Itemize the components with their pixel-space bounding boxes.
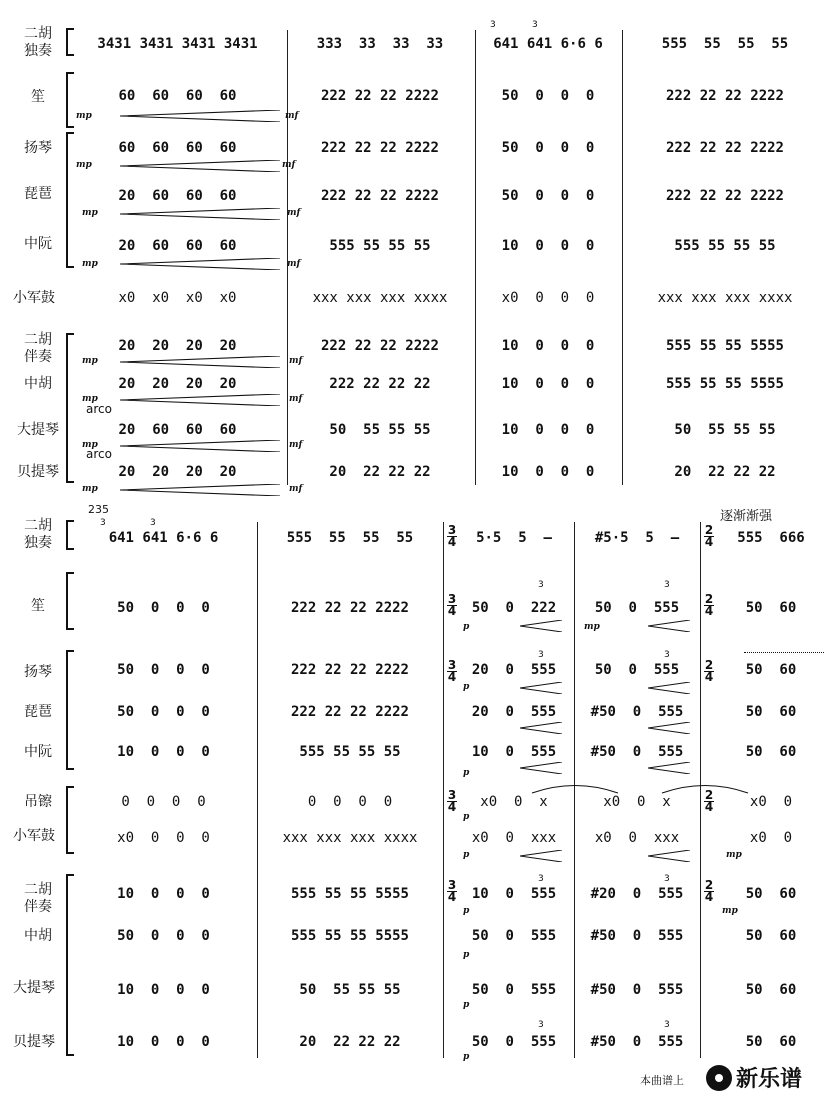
crescendo-hairpin	[120, 394, 280, 406]
tuplet-mark: 3	[538, 1020, 544, 1030]
label-bass-2: 贝提琴	[13, 1034, 55, 1050]
cello-s2-m4: #50 0 555	[590, 982, 684, 998]
brace-sheng-2	[66, 572, 68, 630]
crescendo-hairpin	[520, 620, 562, 632]
zhonghu-s2-m3: 50 0 555	[471, 928, 557, 944]
sheng-m4: 222 22 22 2222	[665, 88, 784, 104]
erhu-accomp-m3: 10 0 0 0	[501, 338, 595, 354]
dynamic-p: p	[463, 768, 470, 778]
dynamic-mf: mf	[287, 208, 301, 218]
dynamic-mp: mp	[76, 111, 92, 121]
erhu-solo-s2-m1: 641 641 6·6 6	[108, 530, 219, 546]
dynamic-mf: mf	[282, 160, 296, 170]
brace-plucked-2	[66, 650, 68, 770]
sheng-m1: 60 60 60 60	[118, 88, 237, 104]
pipa-s2-m5: 50 60	[745, 704, 797, 720]
erhu-accomp-s2-m4: #20 0 555	[590, 886, 684, 902]
erhu-solo-m4: 555 55 55 55	[661, 36, 789, 52]
yangqin-m1: 60 60 60 60	[118, 140, 237, 156]
yangqin-s2-m5: 50 60	[745, 662, 797, 678]
erhu-solo-m2: 333 33 33 33	[316, 36, 444, 52]
dynamic-p: p	[463, 950, 470, 960]
erhu-accomp-m2: 222 22 22 2222	[320, 338, 439, 354]
time-signature: 2 4	[704, 658, 714, 684]
zhongruan-s2-m4: #50 0 555	[590, 744, 684, 760]
zhonghu-s2-m4: #50 0 555	[590, 928, 684, 944]
cello-m3: 10 0 0 0	[501, 422, 595, 438]
tuplet-mark: 3	[490, 20, 496, 30]
time-signature: 3 4	[447, 523, 457, 549]
label-erhu-solo-2: 二胡 独奏	[24, 518, 52, 551]
pipa-m2: 222 22 22 2222	[320, 188, 439, 204]
zhonghu-s2-m5: 50 60	[745, 928, 797, 944]
tuplet-mark: 3	[664, 1020, 670, 1030]
cymbal-s2-m2: 0 0 0 0	[307, 794, 393, 810]
dynamic-mf: mf	[289, 440, 303, 450]
dynamic-p: p	[463, 1000, 470, 1010]
snare-m2: xxx xxx xxx xxxx	[312, 290, 448, 306]
dynamic-mp: mp	[82, 484, 98, 494]
time-signature: 3 4	[447, 592, 457, 618]
time-signature: 3 4	[447, 878, 457, 904]
zhonghu-s2-m1: 50 0 0 0	[117, 928, 210, 944]
erhu-accomp-s2-m1: 10 0 0 0	[117, 886, 210, 902]
pipa-s2-m3: 20 0 555	[471, 704, 557, 720]
label-sheng-2: 笙	[31, 598, 45, 614]
label-cymbal-2: 吊镲	[24, 794, 52, 810]
crescendo-hairpin	[120, 440, 280, 452]
dynamic-mp: mp	[82, 440, 98, 450]
label-zhonghu-1: 中胡	[24, 376, 52, 392]
bass-m4: 20 22 22 22	[674, 464, 776, 480]
footer-text: 本曲谱上	[640, 1074, 684, 1087]
arco-mark: arco	[86, 447, 112, 461]
erhu-accomp-s2-m5: 50 60	[745, 886, 797, 902]
crescendo-hairpin	[120, 258, 280, 270]
zhonghu-m2: 222 22 22 22	[329, 376, 431, 392]
logo-disc-icon	[706, 1065, 732, 1091]
dynamic-p: p	[463, 682, 470, 692]
erhu-solo-s2-m5: 555 666	[737, 530, 805, 546]
label-zhongruan-2: 中阮	[24, 744, 52, 760]
time-signature: 2 4	[704, 592, 714, 618]
crescendo-hairpin	[648, 850, 690, 862]
tuplet-mark: 3	[532, 20, 538, 30]
dynamic-mp: mp	[82, 259, 98, 269]
zhongruan-m4: 555 55 55 55	[674, 238, 776, 254]
dynamic-p: p	[463, 622, 470, 632]
sheng-s2-m2: 222 22 22 2222	[290, 600, 409, 616]
snare-m4: xxx xxx xxx xxxx	[657, 290, 793, 306]
snare-s2-m3: x0 0 xxx	[471, 830, 557, 846]
zhongruan-m1: 20 60 60 60	[118, 238, 237, 254]
time-signature: 3 4	[447, 788, 457, 814]
label-cello-1: 大提琴	[17, 422, 59, 438]
bass-s2-m5: 50 60	[745, 1034, 797, 1050]
label-pipa-1: 琵琶	[24, 186, 52, 202]
yangqin-s2-m3: 20 0 555	[471, 662, 557, 678]
snare-s2-m4: x0 0 xxx	[594, 830, 680, 846]
zhongruan-s2-m3: 10 0 555	[471, 744, 557, 760]
cello-m2: 50 55 55 55	[329, 422, 431, 438]
yangqin-m4: 222 22 22 2222	[665, 140, 784, 156]
crescendo-hairpin	[520, 762, 562, 774]
barline	[257, 522, 258, 1058]
label-cello-2: 大提琴	[13, 980, 55, 996]
crescendo-hairpin	[120, 110, 280, 122]
erhu-accomp-s2-m2: 555 55 55 5555	[290, 886, 409, 902]
time-signature: 2 4	[704, 523, 714, 549]
yangqin-m2: 222 22 22 2222	[320, 140, 439, 156]
snare-s2-m2: xxx xxx xxx xxxx	[282, 830, 418, 846]
bass-s2-m3: 50 0 555	[471, 1034, 557, 1050]
erhu-solo-s2-m4: #5·5 5 –	[594, 530, 680, 546]
dynamic-mf: mf	[289, 394, 303, 404]
zhonghu-s2-m2: 555 55 55 5555	[290, 928, 409, 944]
tuplet-mark: 3	[664, 580, 670, 590]
tuplet-mark: 3	[664, 874, 670, 884]
brace-strings-2	[66, 874, 68, 1056]
yangqin-s2-m4: 50 0 555	[594, 662, 680, 678]
label-zhonghu-2: 中胡	[24, 928, 52, 944]
bass-m2: 20 22 22 22	[329, 464, 431, 480]
tuplet-mark: 3	[538, 650, 544, 660]
pipa-m4: 222 22 22 2222	[665, 188, 784, 204]
erhu-accomp-m1: 20 20 20 20	[118, 338, 237, 354]
snare-m3: x0 0 0 0	[501, 290, 595, 306]
erhu-solo-s2-m3: 5·5 5 –	[476, 530, 552, 546]
pipa-m3: 50 0 0 0	[501, 188, 595, 204]
label-sheng-1: 笙	[31, 89, 45, 105]
crescendo-hairpin	[120, 484, 280, 496]
cello-s2-m3: 50 0 555	[471, 982, 557, 998]
tie-arc	[530, 782, 620, 794]
erhu-solo-m1: 3431 3431 3431 3431	[97, 36, 258, 52]
zhonghu-m4: 555 55 55 5555	[665, 376, 784, 392]
dynamic-mf: mf	[289, 356, 303, 366]
zhongruan-s2-m5: 50 60	[745, 744, 797, 760]
tuplet-mark: 3	[538, 580, 544, 590]
dynamic-p: p	[463, 906, 470, 916]
label-snare-2: 小军鼓	[13, 828, 55, 844]
snare-s2-m1: x0 0 0 0	[117, 830, 210, 846]
crescendo-hairpin	[520, 682, 562, 694]
sheng-s2-m5: 50 60	[745, 600, 797, 616]
dynamic-mp: mp	[82, 208, 98, 218]
bass-s2-m4: #50 0 555	[590, 1034, 684, 1050]
label-bass-1: 贝提琴	[17, 464, 59, 480]
time-signature: 3 4	[447, 658, 457, 684]
erhu-solo-m3: 641 641 6·6 6	[493, 36, 603, 52]
label-pipa-2: 琵琶	[24, 704, 52, 720]
zhongruan-m3: 10 0 0 0	[501, 238, 595, 254]
dynamic-mp: mp	[722, 906, 738, 916]
cello-s2-m5: 50 60	[745, 982, 797, 998]
dynamic-mf: mf	[285, 111, 299, 121]
cymbal-s2-m4: x0 0 x	[603, 794, 671, 810]
time-signature: 2 4	[704, 878, 714, 904]
brace-sheng-1	[66, 72, 68, 128]
crescendo-hairpin	[120, 160, 280, 172]
label-snare-1: 小军鼓	[13, 290, 55, 306]
dynamic-mf: mf	[289, 484, 303, 494]
bass-s2-m2: 20 22 22 22	[299, 1034, 401, 1050]
dynamic-mf: mf	[287, 259, 301, 269]
brace-strings-1	[66, 333, 68, 483]
label-erhu-accomp-2: 二胡 伴奏	[24, 882, 52, 915]
crescendo-hairpin	[520, 722, 562, 734]
crescendo-hairpin	[120, 208, 280, 220]
ornament-mark: 235	[88, 503, 109, 516]
erhu-accomp-s2-m3: 10 0 555	[471, 886, 557, 902]
logo-text: 新乐谱	[736, 1067, 803, 1092]
zhongruan-s2-m2: 555 55 55 55	[299, 744, 401, 760]
crescendo-hairpin	[648, 620, 690, 632]
tuplet-mark: 3	[538, 874, 544, 884]
sheng-s2-m1: 50 0 0 0	[117, 600, 210, 616]
dynamic-p: p	[463, 850, 470, 860]
brace-plucked-1	[66, 132, 68, 268]
barline	[287, 30, 288, 485]
crescendo-text: 逐渐渐强	[720, 509, 773, 524]
bass-m1: 20 20 20 20	[118, 464, 237, 480]
cello-m1: 20 60 60 60	[118, 422, 237, 438]
cymbal-s2-m1: 0 0 0 0	[121, 794, 206, 810]
label-yangqin-2: 扬琴	[24, 664, 52, 680]
tuplet-mark: 3	[664, 650, 670, 660]
label-zhongruan-1: 中阮	[24, 236, 52, 252]
dynamic-mp: mp	[82, 394, 98, 404]
crescendo-hairpin	[648, 722, 690, 734]
dynamic-mp: mp	[584, 622, 600, 632]
cymbal-s2-m5: x0 0	[749, 794, 793, 810]
pipa-s2-m1: 50 0 0 0	[117, 704, 210, 720]
tie-arc	[660, 782, 750, 794]
zhonghu-m3: 10 0 0 0	[501, 376, 595, 392]
sheng-m2: 222 22 22 2222	[320, 88, 439, 104]
erhu-solo-s2-m2: 555 55 55 55	[286, 530, 414, 546]
barline	[622, 30, 623, 485]
cello-s2-m1: 10 0 0 0	[117, 982, 210, 998]
dynamic-p: p	[463, 812, 470, 822]
time-signature: 2 4	[704, 788, 714, 814]
pipa-s2-m4: #50 0 555	[590, 704, 684, 720]
sheng-s2-m4: 50 0 555	[594, 600, 680, 616]
dynamic-mp: mp	[726, 850, 742, 860]
yangqin-m3: 50 0 0 0	[501, 140, 595, 156]
sheng-s2-m3: 50 0 222	[471, 600, 557, 616]
bass-s2-m1: 10 0 0 0	[117, 1034, 210, 1050]
pipa-m1: 20 60 60 60	[118, 188, 237, 204]
label-yangqin-1: 扬琴	[24, 140, 52, 156]
tuplet-mark: 3	[100, 518, 106, 528]
crescendo-hairpin	[648, 682, 690, 694]
cello-m4: 50 55 55 55	[674, 422, 776, 438]
dynamic-mp: mp	[76, 160, 92, 170]
yangqin-s2-m1: 50 0 0 0	[117, 662, 210, 678]
brace-solo-2	[66, 520, 68, 550]
barline	[443, 522, 444, 1058]
pipa-s2-m2: 222 22 22 2222	[290, 704, 409, 720]
dynamic-p: p	[463, 1052, 470, 1062]
snare-s2-m5: x0 0	[749, 830, 793, 846]
arco-mark: arco	[86, 402, 112, 416]
cymbal-s2-m3: x0 0 x	[480, 794, 548, 810]
cello-s2-m2: 50 55 55 55	[299, 982, 401, 998]
zhongruan-m2: 555 55 55 55	[329, 238, 431, 254]
brace-solo-1	[66, 28, 68, 56]
crescendo-hairpin	[120, 356, 280, 368]
bass-m3: 10 0 0 0	[501, 464, 595, 480]
snare-m1: x0 x0 x0 x0	[118, 290, 237, 306]
sheng-m3: 50 0 0 0	[501, 88, 595, 104]
zhonghu-m1: 20 20 20 20	[118, 376, 237, 392]
tuplet-mark: 3	[150, 518, 156, 528]
extension-line	[744, 652, 824, 653]
erhu-accomp-m4: 555 55 55 5555	[665, 338, 784, 354]
yangqin-s2-m2: 222 22 22 2222	[290, 662, 409, 678]
brace-perc-2	[66, 786, 68, 854]
crescendo-hairpin	[520, 850, 562, 862]
site-logo[interactable]	[706, 1062, 802, 1093]
zhongruan-s2-m1: 10 0 0 0	[117, 744, 210, 760]
label-erhu-accomp-1: 二胡 伴奏	[24, 332, 52, 365]
crescendo-hairpin	[648, 762, 690, 774]
barline	[475, 30, 476, 485]
dynamic-mp: mp	[82, 356, 98, 366]
label-erhu-solo-1: 二胡 独奏	[24, 26, 52, 59]
